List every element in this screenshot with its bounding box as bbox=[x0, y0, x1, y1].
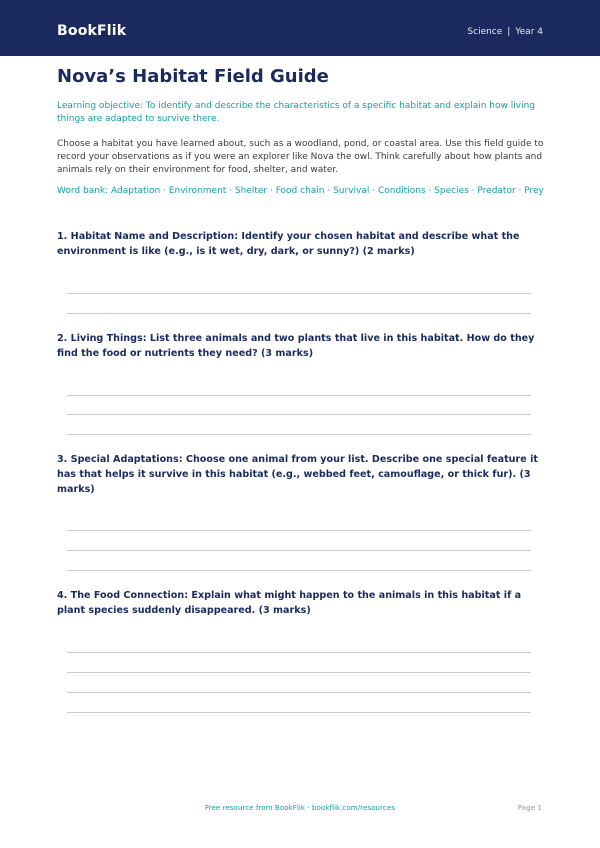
question-2: 2. Living Things: List three animals and two plants that live in this habitat. How do they find the food or nutrients they need? (3 marks) bbox=[57, 333, 535, 359]
header-separator: | bbox=[507, 27, 511, 37]
word-bank: Word bank: Adaptation · Environment · Shelter · Food chain · Survival · Conditions · Species · Predator · Prey bbox=[57, 186, 544, 196]
answer-line[interactable] bbox=[67, 712, 531, 713]
intro-paragraph: Choose a habitat you have learned about, such as a woodland, pond, or coastal area. Use this field guide to record your observations as if you were an explorer like Nova the owl. Think carefully about how plants and animals rely on their environment for food, shelter, and water. bbox=[57, 139, 544, 175]
question-1: 1. Habitat Name and Description: Identify your chosen habitat and describe what the environment is like (e.g., is it wet, dry, dark, or sunny?) (2 marks) bbox=[57, 231, 520, 257]
answer-line[interactable] bbox=[67, 434, 531, 435]
brand-logo: BookFlik bbox=[57, 23, 127, 39]
page-number: Page 1 bbox=[517, 803, 542, 812]
answer-line[interactable] bbox=[67, 672, 531, 673]
question-4: 4. The Food Connection: Explain what might happen to the animals in this habitat if a plant species suddenly disappeared. (3 marks) bbox=[57, 590, 522, 616]
answer-line[interactable] bbox=[67, 313, 531, 314]
answer-line[interactable] bbox=[67, 652, 531, 653]
header-bar bbox=[0, 0, 600, 56]
year-label: Year 4 bbox=[515, 27, 543, 37]
subject-label: Science bbox=[467, 27, 503, 37]
page-title: Nova’s Habitat Field Guide bbox=[57, 66, 329, 87]
answer-line[interactable] bbox=[67, 395, 531, 396]
answer-line[interactable] bbox=[67, 550, 531, 551]
answer-line[interactable] bbox=[67, 692, 531, 693]
header-meta bbox=[467, 27, 543, 37]
answer-line[interactable] bbox=[67, 414, 531, 415]
answer-line[interactable] bbox=[67, 570, 531, 571]
footer-credit: Free resource from BookFlik · bookflik.com/resources bbox=[204, 803, 396, 812]
learning-objective: Learning objective: To identify and describe the characteristics of a specific habitat and explain how living things are adapted to survive there. bbox=[57, 101, 535, 124]
answer-line[interactable] bbox=[67, 293, 531, 294]
answer-line[interactable] bbox=[67, 530, 531, 531]
question-3: 3. Special Adaptations: Choose one animal from your list. Describe one special feature it has that helps it survive in this habitat (e.g., webbed feet, camouflage, or thick fur). (3 marks) bbox=[57, 454, 538, 495]
